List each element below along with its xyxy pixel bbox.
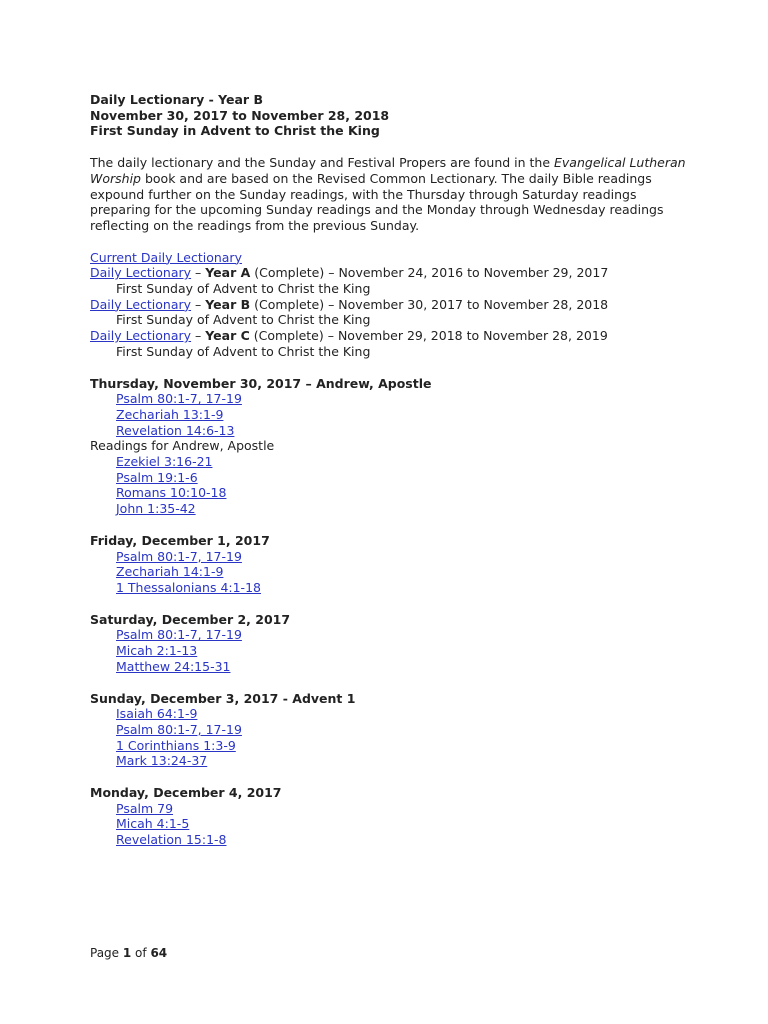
reading-link[interactable]: Psalm 80:1-7, 17-19: [116, 548, 242, 564]
reading-link[interactable]: Psalm 80:1-7, 17-19: [116, 627, 242, 643]
extra-readings-label: Readings for Andrew, Apostle: [90, 438, 275, 454]
reading-link[interactable]: Romans 10:10-18: [116, 485, 227, 501]
day-section: [90, 533, 690, 596]
day-section: [90, 691, 690, 770]
reading-link[interactable]: Psalm 79: [116, 800, 174, 816]
year-c-link[interactable]: Daily Lectionary: [90, 328, 192, 344]
day-heading: Thursday, November 30, 2017 – Andrew, Apostle: [90, 375, 432, 391]
page-number: 1: [122, 946, 132, 960]
reading-link[interactable]: Micah 2:1-13: [116, 643, 198, 659]
reading-link[interactable]: Micah 4:1-5: [116, 816, 190, 832]
reading-link[interactable]: Zechariah 14:1-9: [116, 564, 224, 580]
book-title: Evangelical Lutheran Worship: [90, 155, 686, 186]
day-heading: Monday, December 4, 2017: [90, 785, 282, 801]
reading-link[interactable]: Psalm 19:1-6: [116, 469, 198, 485]
year-link-row: Daily Lectionary – Year A (Complete) – November 24, 2016 to November 29, 2017: [90, 265, 609, 281]
document-page: [90, 92, 690, 848]
reading-link[interactable]: Psalm 80:1-7, 17-19: [116, 721, 242, 737]
reading-link[interactable]: Mark 13:24-37: [116, 753, 208, 769]
year-subtitle: First Sunday of Advent to Christ the King: [116, 281, 371, 297]
reading-link[interactable]: Revelation 15:1-8: [116, 832, 227, 848]
day-heading: Saturday, December 2, 2017: [90, 611, 291, 627]
title-line: Daily Lectionary - Year B: [90, 92, 263, 107]
reading-link[interactable]: Psalm 80:1-7, 17-19: [116, 391, 242, 407]
day-section: [90, 612, 690, 675]
reading-link[interactable]: Zechariah 13:1-9: [116, 406, 224, 422]
day-section: [90, 376, 690, 517]
day-heading: Sunday, December 3, 2017 - Advent 1: [90, 690, 356, 706]
year-a-link[interactable]: Daily Lectionary: [90, 265, 192, 281]
reading-link[interactable]: Revelation 14:6-13: [116, 422, 235, 438]
year-link-row: Daily Lectionary – Year C (Complete) – November 29, 2018 to November 28, 2019: [90, 328, 608, 344]
year-link-row: Daily Lectionary – Year B (Complete) – November 30, 2017 to November 28, 2018: [90, 296, 609, 312]
reading-link[interactable]: Ezekiel 3:16-21: [116, 454, 213, 470]
page-total: 64: [150, 946, 168, 960]
day-heading: Friday, December 1, 2017: [90, 532, 270, 548]
page-footer: Page 1 of 64: [90, 946, 168, 960]
intro-paragraph: The daily lectionary and the Sunday and Festival Propers are found in the Evangelical Lutheran Worship book and are based on the Revised Common Lectionary. The daily Bible readings expound further on the Sunday readings, with the Thursday through Saturday readings preparing for the upcoming Sunday readings and the Monday through Wednesday readings reflecting on the readings from the previous Sunday.: [90, 155, 686, 233]
title-line: First Sunday in Advent to Christ the King: [90, 123, 380, 139]
title-line: November 30, 2017 to November 28, 2018: [90, 107, 390, 123]
year-subtitle: First Sunday of Advent to Christ the King: [116, 312, 371, 328]
reading-link[interactable]: Matthew 24:15-31: [116, 658, 231, 674]
reading-link[interactable]: 1 Corinthians 1:3-9: [116, 737, 236, 753]
year-subtitle: First Sunday of Advent to Christ the King: [116, 343, 371, 359]
reading-link[interactable]: 1 Thessalonians 4:1-18: [116, 579, 261, 595]
day-section: [90, 785, 690, 848]
document-title: [90, 92, 690, 139]
year-b-link[interactable]: Daily Lectionary: [90, 296, 192, 312]
lectionary-links: [90, 250, 690, 360]
reading-link[interactable]: Isaiah 64:1-9: [116, 706, 198, 722]
reading-link[interactable]: John 1:35-42: [116, 501, 196, 517]
current-lectionary-link[interactable]: Current Daily Lectionary: [90, 249, 242, 265]
